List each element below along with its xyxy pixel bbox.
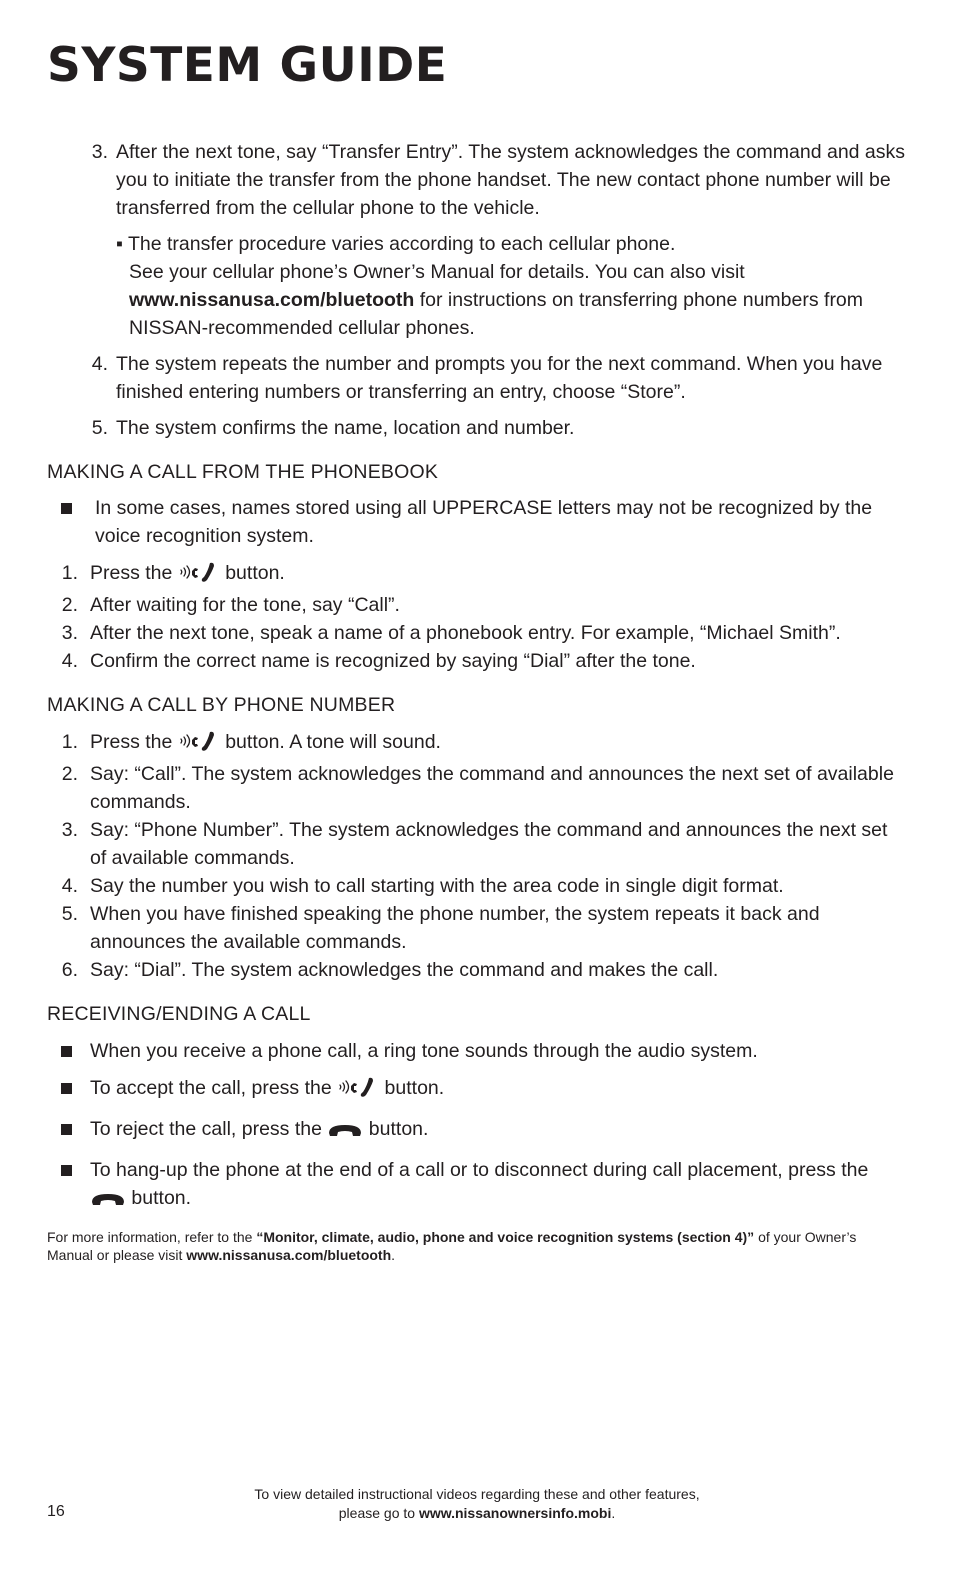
square-bullet-icon	[61, 503, 72, 514]
receiving-item-pre: To hang-up the phone at the end of a call or to disconnect during call placement, press the	[90, 1159, 869, 1181]
list-item	[0, 494, 954, 550]
list-item	[0, 1074, 954, 1106]
receiving-item-text: When you receive a phone call, a ring tone sounds through the audio system.	[90, 1040, 758, 1062]
step-text	[90, 728, 906, 760]
step-text: When you have finished speaking the phone number, the system repeats it back and announces the available commands.	[90, 903, 820, 953]
transfer-note-line2: See your cellular phone’s Owner’s Manual for details. You can also visit	[129, 261, 745, 283]
step-number: 3.	[61, 622, 78, 644]
footnote-mid: of your Owner’s Manual or please visit	[47, 1229, 857, 1263]
voice-phone-icon	[178, 561, 220, 591]
footnote-link[interactable]: www.nissanusa.com/bluetooth	[186, 1247, 392, 1263]
step-number: 2.	[61, 763, 78, 785]
step-text: The system repeats the number and prompts you for the next command. When you have finished entering numbers or transferring an entry, choose “Store”.	[116, 353, 883, 403]
transfer-note-body	[129, 258, 906, 342]
receiving-item-post: button.	[379, 1077, 445, 1099]
step-text: After the next tone, say “Transfer Entry”. The system acknowledges the command and asks you to initiate the transfer from the phone handset. The new contact phone number will be transferred from the cellular phone to the vehicle.	[116, 141, 906, 219]
list-item	[0, 1156, 954, 1216]
hang-up-icon	[90, 1188, 126, 1216]
page-title: SYSTEM GUIDE	[47, 38, 448, 93]
step-text: After waiting for the tone, say “Call”.	[90, 594, 400, 616]
step-number: 4.	[91, 353, 108, 375]
step-number: 2.	[61, 594, 78, 616]
receiving-item-pre: To reject the call, press the	[90, 1118, 328, 1140]
step-text: Confirm the correct name is recognized by saying “Dial” after the tone.	[90, 650, 696, 672]
page-number: 16	[47, 1503, 65, 1520]
footer-note	[0, 1485, 954, 1523]
step-number: 4.	[61, 875, 78, 897]
footnote-reference: “Monitor, climate, audio, phone and voice recognition systems (section 4)”	[256, 1229, 755, 1245]
step-text: Say: “Phone Number”. The system acknowledges the command and announces the next set of available commands.	[90, 819, 888, 869]
receiving-item-pre: To accept the call, press the	[90, 1077, 338, 1099]
transfer-note-line1: ▪ The transfer procedure varies according to each cellular phone.	[116, 233, 676, 255]
footer-line1: To view detailed instructional videos regarding these and other features,	[254, 1486, 700, 1502]
list-item	[0, 350, 954, 406]
step-text: After the next tone, speak a name of a phonebook entry. For example, “Michael Smith”.	[90, 622, 841, 644]
footnote-pre: For more information, refer to the	[47, 1229, 257, 1245]
list-item	[0, 559, 954, 591]
step-number: 5.	[91, 417, 108, 439]
footnote	[47, 1228, 906, 1264]
receiving-item-post: button.	[363, 1118, 429, 1140]
receiving-item-text	[90, 1115, 906, 1147]
step-text-post: button.	[219, 562, 285, 584]
voice-phone-icon	[337, 1076, 379, 1106]
step-number: 5.	[61, 903, 78, 925]
step-number: 6.	[61, 959, 78, 981]
list-item	[0, 138, 954, 222]
step-text-post: button. A tone will sound.	[219, 731, 441, 753]
step-number: 1.	[61, 731, 78, 753]
list-item	[0, 591, 954, 619]
footer-line2-pre: please go to	[338, 1505, 419, 1521]
list-item	[0, 1037, 954, 1065]
transfer-note	[116, 230, 906, 342]
square-bullet-icon	[61, 1124, 72, 1135]
content	[0, 138, 954, 1264]
square-bullet-icon	[61, 1046, 72, 1057]
receiving-item-text	[90, 1156, 906, 1216]
receiving-item-post: button.	[126, 1187, 192, 1209]
list-item	[0, 956, 954, 984]
list-item	[0, 647, 954, 675]
list-item	[0, 414, 954, 442]
square-bullet-icon	[61, 1083, 72, 1094]
step-text: The system confirms the name, location and number.	[116, 417, 575, 439]
footnote-post: .	[391, 1247, 396, 1263]
step-text-pre: Press the	[90, 731, 178, 753]
step-text: Say: “Dial”. The system acknowledges the command and makes the call.	[90, 959, 719, 981]
list-item	[0, 1115, 954, 1147]
section-heading-by-number: MAKING A CALL BY PHONE NUMBER	[47, 694, 396, 716]
step-number: 3.	[61, 819, 78, 841]
square-bullet-icon	[61, 1165, 72, 1176]
list-item	[0, 816, 954, 872]
step-text: Say the number you wish to call starting with the area code in single digit format.	[90, 875, 784, 897]
footer-line2-post: .	[611, 1505, 616, 1521]
list-item	[0, 619, 954, 647]
step-text	[90, 559, 906, 591]
list-item	[0, 728, 954, 760]
list-item	[0, 872, 954, 900]
hang-up-icon	[327, 1119, 363, 1147]
footer-link[interactable]: www.nissanownersinfo.mobi	[418, 1505, 612, 1521]
step-number: 3.	[91, 141, 108, 163]
step-number: 4.	[61, 650, 78, 672]
section-heading-receiving: RECEIVING/ENDING A CALL	[47, 1003, 311, 1025]
step-text-pre: Press the	[90, 562, 178, 584]
bluetooth-link[interactable]: www.nissanusa.com/bluetooth	[129, 289, 415, 311]
transfer-note-rest: for instructions on transferring phone numbers from NISSAN-recommended cellular phones.	[129, 289, 864, 339]
receiving-item-text	[90, 1074, 906, 1106]
step-number: 1.	[61, 562, 78, 584]
section-heading-phonebook: MAKING A CALL FROM THE PHONEBOOK	[47, 461, 439, 483]
phonebook-note: In some cases, names stored using all UPPERCASE letters may not be recognized by the voice recognition system.	[95, 497, 873, 547]
step-text: Say: “Call”. The system acknowledges the command and announces the next set of available commands.	[90, 763, 894, 813]
voice-phone-icon	[178, 730, 220, 760]
list-item	[0, 760, 954, 816]
list-item	[0, 900, 954, 956]
